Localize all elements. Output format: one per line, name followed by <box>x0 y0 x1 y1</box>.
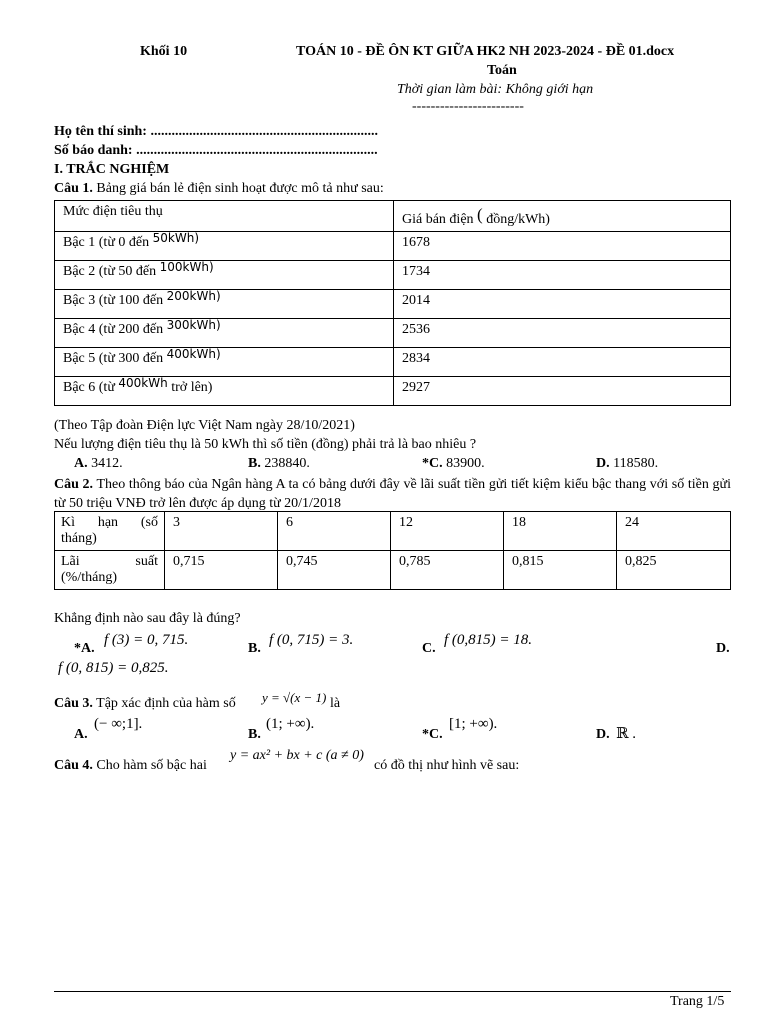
question-3-option-c-math: [1; +∞). <box>449 716 498 732</box>
table-row: Bậc 5 (từ 300 đến 400kWh) 2834 <box>55 348 731 377</box>
subject-label: Toán <box>487 63 517 78</box>
question-2-option-b[interactable]: B. <box>248 641 261 656</box>
page-number: Trang 1/5 <box>670 994 725 1009</box>
question-3-intro: Câu 3. Tập xác định của hàm số <box>54 696 236 711</box>
table-row: Lãi suất (%/tháng) 0,715 0,745 0,785 0,815 0,825 <box>55 551 731 590</box>
question-4-intro: Câu 4. Cho hàm số bậc hai <box>54 758 207 773</box>
question-4-suffix: có đồ thị như hình vẽ sau: <box>374 758 520 773</box>
question-2-label: Câu 2. <box>54 477 94 492</box>
question-2-question: Khẳng định nào sau đây là đúng? <box>54 611 241 626</box>
electricity-price-table <box>54 200 731 406</box>
question-3-option-a[interactable]: A. <box>74 727 88 742</box>
question-2-option-a[interactable]: *A. <box>74 641 95 656</box>
question-3-label: Câu 3. <box>54 696 93 711</box>
table-header-term: Kì hạn (số tháng) <box>55 512 165 551</box>
question-2-option-b-math: f (0, 715) = 3. <box>269 632 354 648</box>
table-row: Bậc 6 (từ 400kWh trở lên) 2927 <box>55 377 731 406</box>
question-1-question: Nếu lượng điện tiêu thụ là 50 kWh thì số tiền (đồng) phải trả là bao nhiêu ? <box>54 437 477 452</box>
question-2-text: Theo thông báo của Ngân hàng A ta có bảng dưới đây về lãi suất tiền gửi tiết kiệm kiểu bậc thang với số tiền gửi từ 50 triệu VNĐ trở lên được áp dụng từ 20/1/2018 <box>54 477 731 511</box>
time-label: Thời gian làm bài: Không giới hạn <box>397 82 594 97</box>
question-2-option-c[interactable]: C. <box>422 641 436 656</box>
question-2-intro <box>54 475 731 513</box>
table-row: Bậc 3 (từ 100 đến 200kWh) 2014 <box>55 290 731 319</box>
table-row: Bậc 4 (từ 200 đến 300kWh) 2536 <box>55 319 731 348</box>
document-title: TOÁN 10 - ĐỀ ÔN KT GIỮA HK2 NH 2023-2024 - ĐỀ 01.docx <box>296 44 675 59</box>
question-1-label: Câu 1. <box>54 181 93 196</box>
question-4-function: y = ax² + bx + c (a ≠ 0) <box>230 748 364 763</box>
question-1-source: (Theo Tập đoàn Điện lực Việt Nam ngày 28/10/2021) <box>54 418 355 433</box>
interest-rate-table <box>54 511 731 590</box>
table-row: Bậc 2 (từ 50 đến 100kWh) 1734 <box>55 261 731 290</box>
question-1-option-d[interactable]: D. 118580. <box>596 456 659 471</box>
table-header-price: Giá bán điện ( đồng/kWh) <box>394 201 731 232</box>
question-4-label: Câu 4. <box>54 758 93 773</box>
question-1-option-c[interactable]: *C. 83900. <box>422 456 485 471</box>
table-header-rate: Lãi suất (%/tháng) <box>55 551 165 590</box>
question-1-option-b[interactable]: B. 238840. <box>248 456 310 471</box>
question-1-option-a[interactable]: A. 3412. <box>74 456 123 471</box>
question-1-text: Bảng giá bán lẻ điện sinh hoạt được mô tả như sau: <box>96 181 384 196</box>
table-row: Bậc 1 (từ 0 đến 50kWh) 1678 <box>55 232 731 261</box>
grade-label: Khối 10 <box>140 44 188 59</box>
question-3-option-d[interactable]: D. <box>596 727 610 742</box>
table-row: Kì hạn (số tháng) 3 6 12 18 24 <box>55 512 731 551</box>
question-3-option-b[interactable]: B. <box>248 727 261 742</box>
question-3-option-c[interactable]: *C. <box>422 727 443 742</box>
question-3-option-b-math: (1; +∞). <box>266 716 315 732</box>
question-3-suffix: là <box>330 696 341 711</box>
question-2-option-c-math: f (0,815) = 18. <box>444 632 533 648</box>
question-3-option-d-math: ℝ . <box>616 726 636 742</box>
table-header-consumption: Mức điện tiêu thụ <box>55 201 394 232</box>
question-3-function: y = √(x − 1) <box>262 690 327 705</box>
footer-divider <box>54 991 731 992</box>
question-2-option-d[interactable]: D. <box>716 641 730 656</box>
question-2-option-a-math: f (3) = 0, 715. <box>104 632 189 648</box>
question-3-option-a-math: (− ∞;1]. <box>94 716 143 732</box>
header-divider: ------------------------ <box>412 99 524 114</box>
student-name-field: Họ tên thí sinh: ................................................................. <box>54 124 378 139</box>
question-1-intro <box>54 181 384 197</box>
section-title: I. TRẮC NGHIỆM <box>54 162 170 177</box>
student-id-field: Số báo danh: ..................................................................... <box>54 143 378 158</box>
question-2-option-d-math: f (0, 815) = 0,825. <box>58 660 169 676</box>
